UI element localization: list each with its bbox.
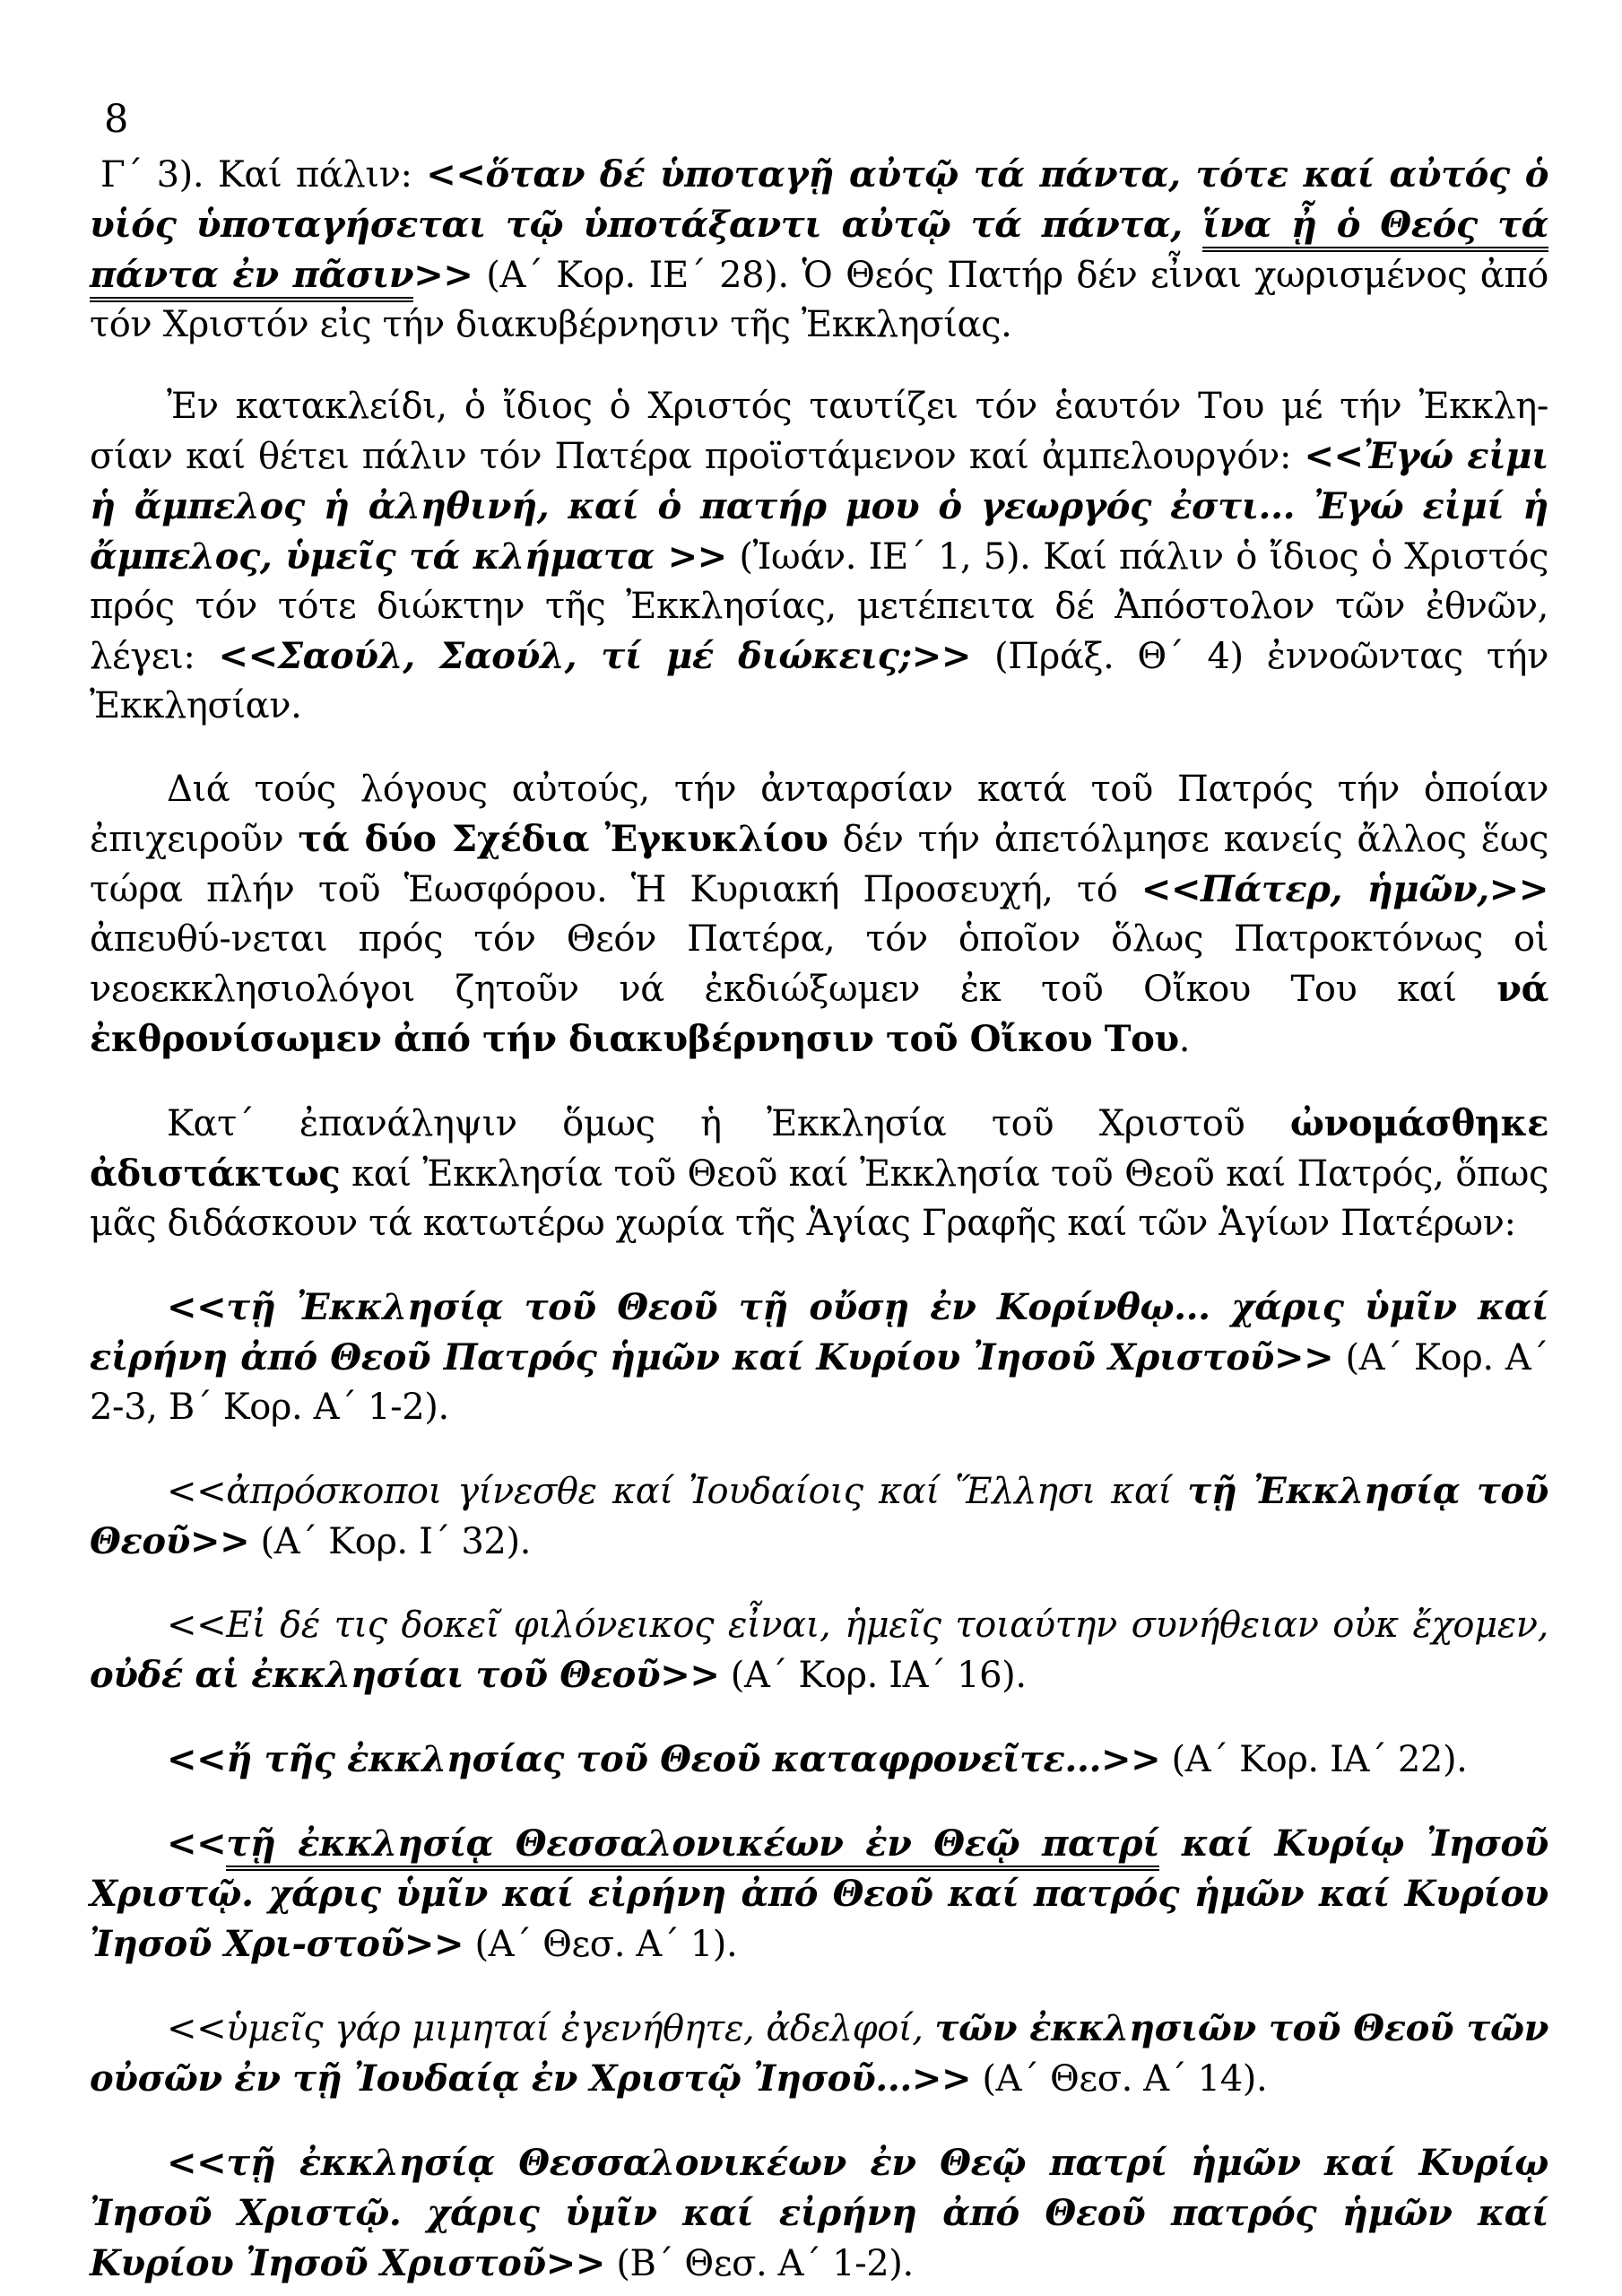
text-run: τῇ Ἐκκλησίᾳ τοῦ Θεοῦ>> — [90, 1470, 1548, 1562]
text-run: (Α´ Θεσ. Α´ 14). — [971, 2058, 1268, 2100]
text-run: ὠνομάσθηκε ἀδιστάκτως — [90, 1102, 1548, 1195]
text-run: Διά τούς λόγους αὐτούς, τήν ἀνταρσίαν κατά τοῦ Πατρός τήν ὁποίαν ἐπιχειροῦν — [90, 769, 1548, 860]
text-run: (Β´ Θεσ. Α´ 1-2). — [605, 2243, 914, 2284]
text-run: καί Κυρίῳ Ἰησοῦ Χριστῷ. χάρις ὑμῖν καί εἰρήνη ἀπό Θεοῦ καί πατρός ἡμῶν καί Κυρίου Ἰησοῦ Χρι-στοῦ>> — [90, 1822, 1548, 1965]
text-run: τῇ ἐκκλησίᾳ Θεσσαλονικέων ἐν Θεῷ πατρί — [226, 1822, 1159, 1871]
text-run: Γ´ 3). Καί πάλιν: — [100, 154, 427, 196]
text-run: (Α´ Κορ. ΙΑ´ 16). — [719, 1655, 1027, 1696]
text-run: δέν τήν ἀπετόλμησε κανείς ἄλλος ἕως τώρα πλήν τοῦ Ἑωσφόρου. Ἡ Κυριακή Προσευχή, τό — [90, 819, 1548, 910]
quote-1-thess-1 — [90, 1819, 1548, 1970]
text-run: << — [167, 1822, 227, 1865]
quote-1-cor-1 — [90, 1283, 1548, 1432]
text-run: (Α´ Κορ. Ι´ 32). — [249, 1521, 532, 1562]
text-run: (Α´ Κορ. Α´ 2-3, Β´ Κορ. Α´ 1-2). — [90, 1337, 1548, 1428]
text-run: <<ἤ τῆς ἐκκλησίας τοῦ Θεοῦ καταφρονεῖτε...>> — [167, 1738, 1161, 1780]
text-run: ἀπευθύ-νεται πρός τόν Θεόν Πατέρα, τόν ὁποῖον ὅλως Πατροκτόνως οἱ νεοεκκλησιολόγοι ζητοῦν νά ἐκδιώξωμεν ἐκ τοῦ Οἴκου Του καί — [90, 918, 1548, 1010]
text-run: (Α´ Κορ. ΙΕ´ 28). Ὁ Θεός Πατήρ δέν εἶναι χωρισμένος ἀπό τόν Χριστόν εἰς τήν διακυβέρνησιν τῆς Ἐκκλησίας. — [90, 255, 1548, 345]
text-run: τῶν ἐκκλησιῶν τοῦ Θεοῦ τῶν οὐσῶν ἐν τῇ Ἰουδαίᾳ ἐν Χριστῷ Ἰησοῦ...>> — [90, 2007, 1548, 2100]
text-run: <<ὅταν δέ ὑποταγῇ αὐτῷ τά πάντα, τότε καί αὐτός ὁ υἱός ὑποταγήσεται τῷ ὑποτάξαντι αὐτῷ τά πάντα, — [90, 153, 1548, 246]
text-run: <<ἀπρόσκοποι γίνεσθε καί Ἰουδαίοις καί Ἕλλησι καί — [167, 1471, 1188, 1512]
text-run: (Α´ Κορ. ΙΑ´ 22). — [1160, 1739, 1468, 1780]
page-number: 8 — [104, 97, 129, 142]
paragraph-gamma-3 — [90, 150, 1548, 350]
text-run: >> — [413, 254, 473, 296]
text-run: τά δύο Σχέδια Ἐγκυκλίου — [298, 818, 828, 860]
text-run: (Ἰωάν. ΙΕ´ 1, 5). Καί πάλιν ὁ ἴδιος ὁ Χριστός πρός τόν τότε διώκτην τῆς Ἐκκλησίας, μετέπειτα δέ Ἀπόστολον τῶν ἐθνῶν, λέγει: — [90, 536, 1548, 677]
text-run: <<Σαούλ, Σαούλ, τί μέ διώκεις;>> — [218, 635, 971, 677]
text-run: <<τῇ ἐκκλησίᾳ Θεσσαλονικέων ἐν Θεῷ πατρί ἡμῶν καί Κυρίῳ Ἰησοῦ Χριστῷ. χάρις ὑμῖν καί εἰρήνη ἀπό Θεοῦ πατρός ἡμῶν καί Κυρίου Ἰησοῦ Χριστοῦ>> — [90, 2142, 1548, 2284]
quote-1-cor-11-22 — [90, 1735, 1548, 1785]
text-run: <<ὑμεῖς γάρ μιμηταί ἐγενήθητε, ἀδελφοί, — [167, 2008, 935, 2049]
text-run: ἵνα ᾖ ὁ Θεός τά πάντα ἐν πᾶσιν — [90, 204, 1548, 302]
text-run: <<Ἐγώ εἰμι ἡ ἄμπελος ἡ ἀληθινή, καί ὁ πατήρ μου ὁ γεωργός ἐστι... Ἐγώ εἰμί ἡ ἄμπελος, ὑμεῖς τά κλήματα >> — [90, 435, 1548, 578]
text-run: . — [1178, 1019, 1191, 1060]
paragraph-en-katakleidi — [90, 382, 1548, 731]
text-run: <<τῇ Ἐκκλησίᾳ τοῦ Θεοῦ τῇ οὔσῃ ἐν Κορίνθῳ... χάρις ὑμῖν καί εἰρήνη ἀπό Θεοῦ Πατρός ἡμῶν καί Κυρίου Ἰησοῦ Χριστοῦ>> — [90, 1286, 1548, 1378]
text-run: Κατ´ ἐπανάληψιν ὅμως ἡ Ἐκκλησία τοῦ Χριστοῦ — [167, 1103, 1290, 1144]
quote-1-cor-10 — [90, 1466, 1548, 1567]
quote-1-cor-11-16 — [90, 1601, 1548, 1700]
text-run: Ἐν κατακλείδι, ὁ ἴδιος ὁ Χριστός ταυτίζει τόν ἑαυτόν Του μέ τήν Ἐκκλη-σίαν καί θέτει πάλιν τόν Πατέρα προϊστάμενον καί ἀμπελουργόν: — [90, 386, 1548, 477]
quote-2-thess-1-2 — [90, 2138, 1548, 2289]
text-run: <<Πάτερ, ἡμῶν,>> — [1141, 868, 1549, 910]
text-run: (Πράξ. Θ´ 4) ἐννοῶντας τήν Ἐκκλησίαν. — [90, 636, 1548, 726]
paragraph-dia-tous-logous — [90, 765, 1548, 1065]
page-content — [90, 150, 1548, 2289]
text-run: <<Εἰ δέ τις δοκεῖ φιλόνεικος εἶναι, ἡμεῖς τοιαύτην συνήθειαν οὐκ ἔχομεν, — [167, 1605, 1548, 1646]
text-run: καί Ἐκκλησία τοῦ Θεοῦ καί Ἐκκλησία τοῦ Θεοῦ καί Πατρός, ὅπως μᾶς διδάσκουν τά κατωτέρω χωρία τῆς Ἁγίας Γραφῆς καί τῶν Ἁγίων Πατέρων: — [90, 1153, 1548, 1244]
paragraph-kat-epanalipsin — [90, 1099, 1548, 1248]
text-run: οὐδέ αἱ ἐκκλησίαι τοῦ Θεοῦ>> — [90, 1654, 720, 1696]
quote-1-thess-14 — [90, 2004, 1548, 2104]
text-run: (Α´ Θεσ. Α´ 1). — [464, 1924, 738, 1965]
text-run: νά ἐκθρονίσωμεν ἀπό τήν διακυβέρνησιν τοῦ Οἴκου Του — [90, 968, 1548, 1060]
